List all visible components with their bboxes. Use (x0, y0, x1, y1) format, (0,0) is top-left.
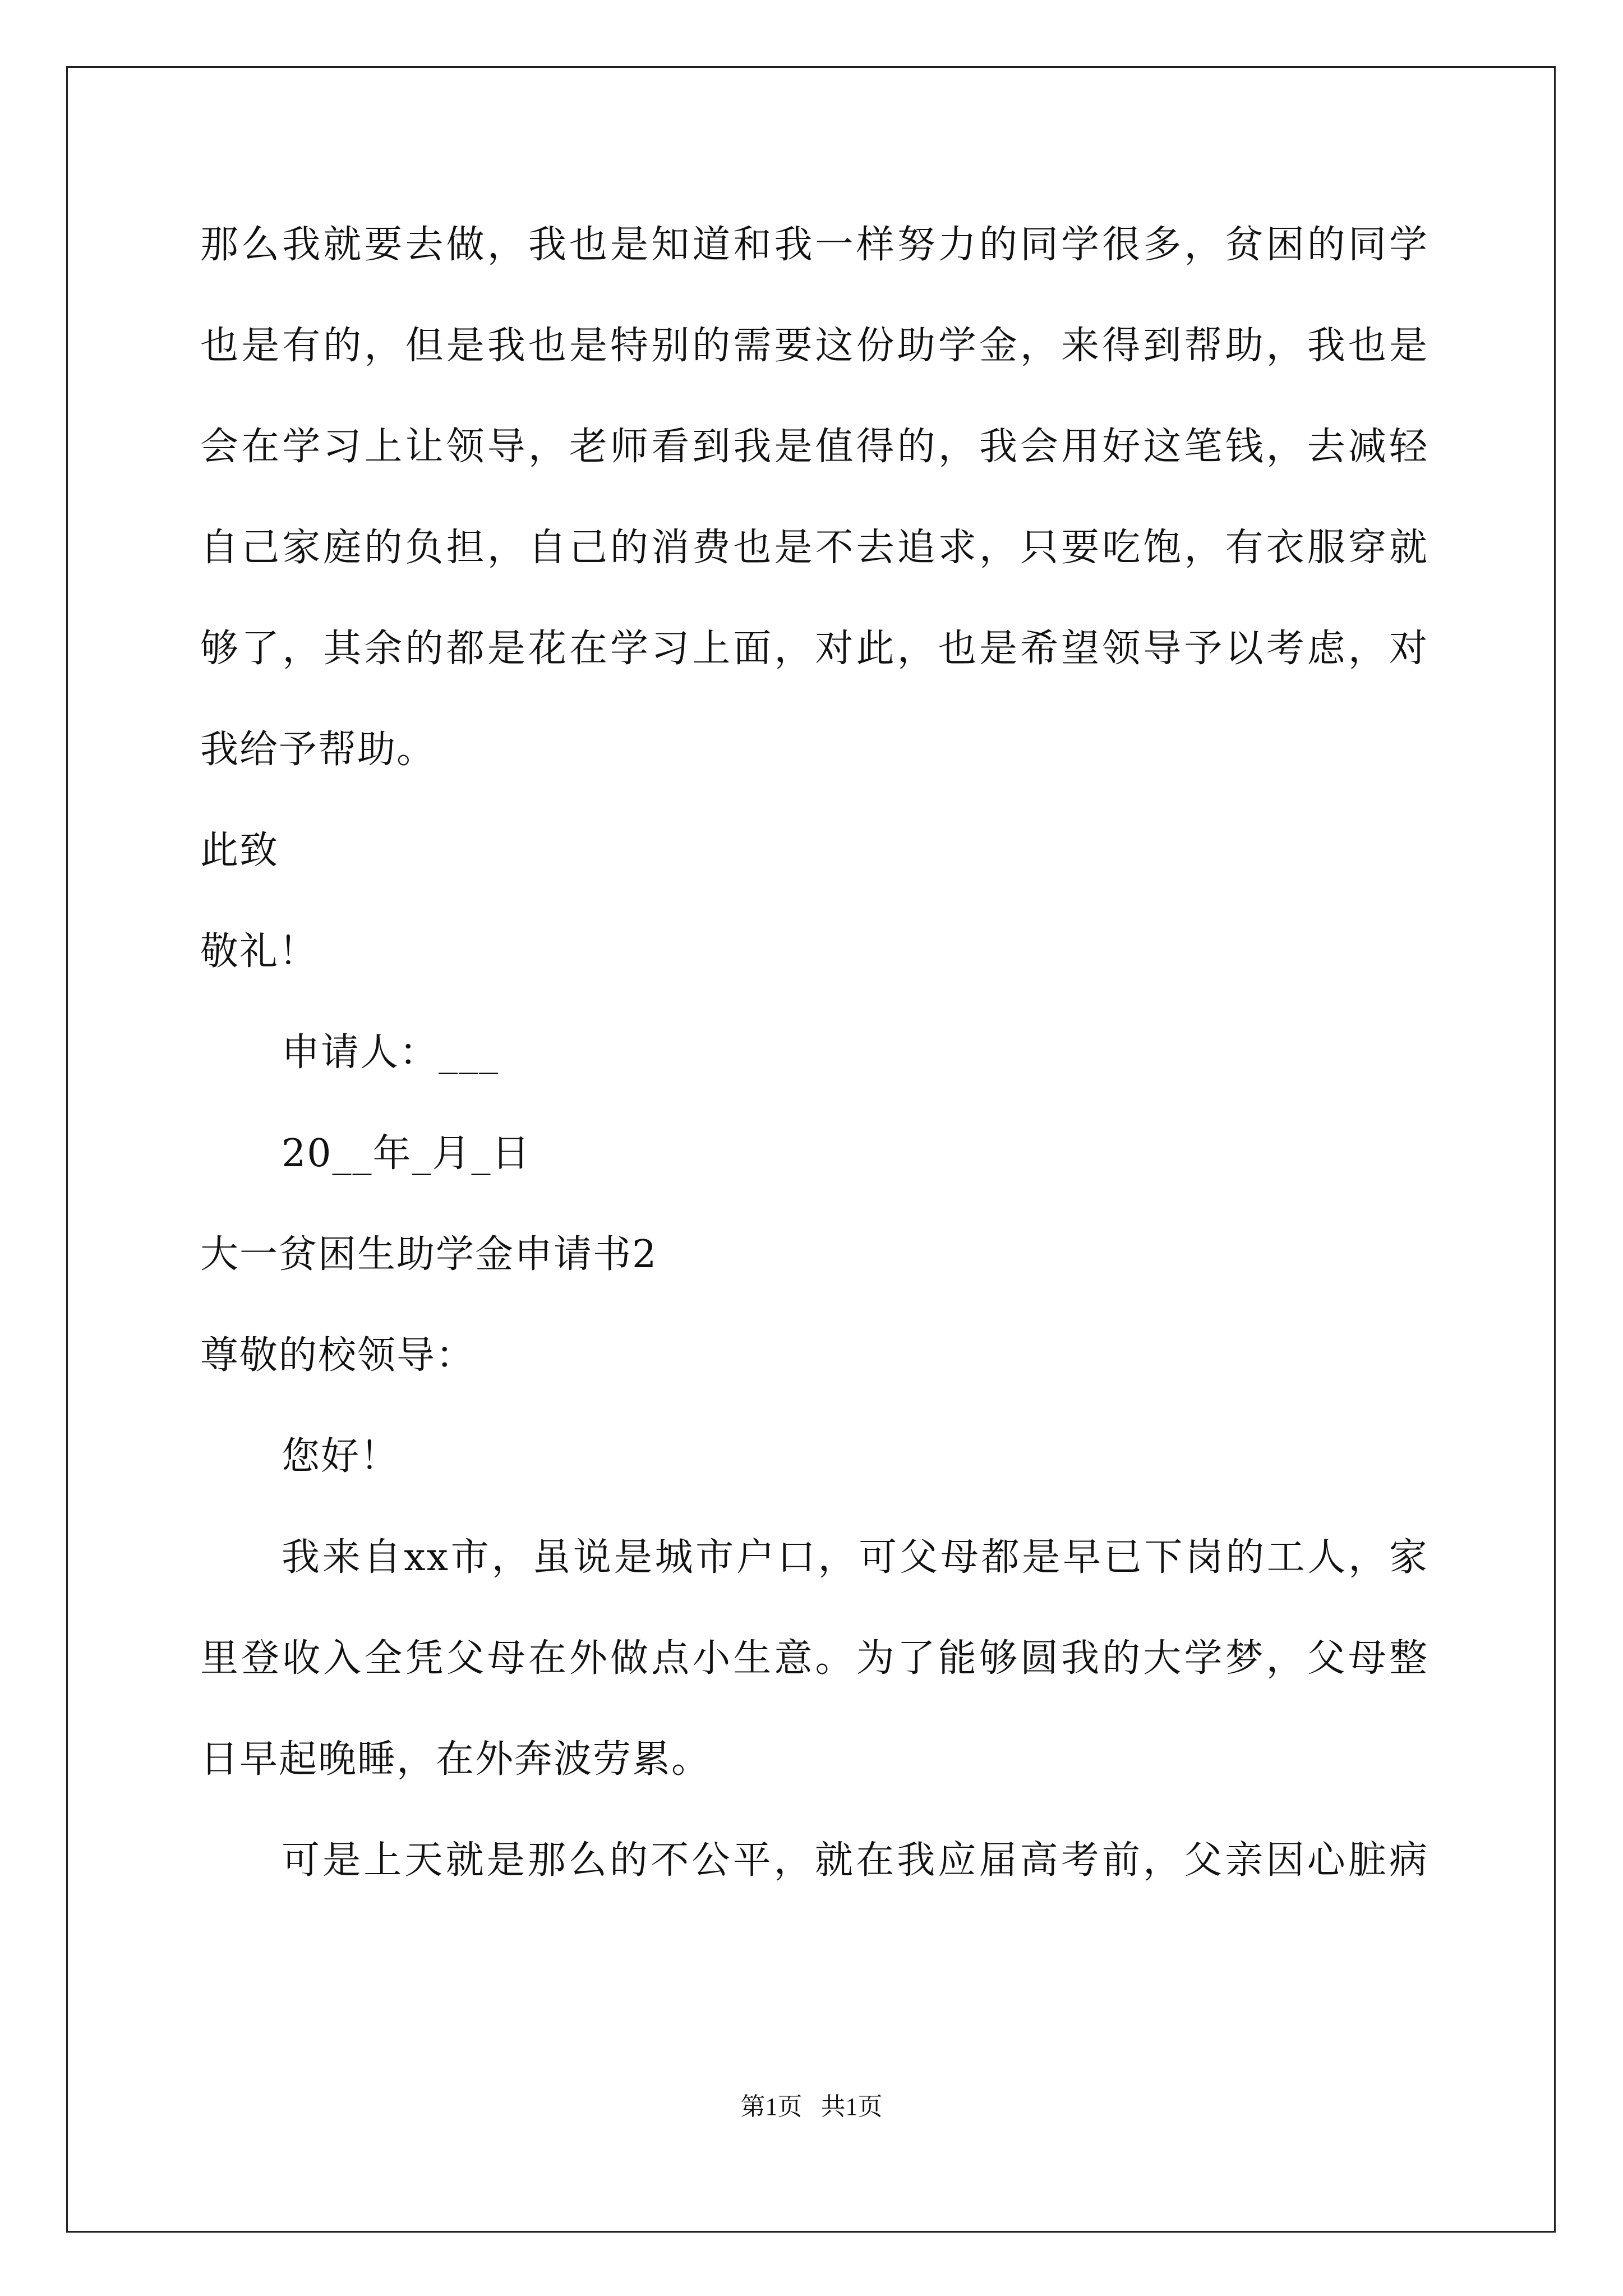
text-line: 自己家庭的负担，自己的消费也是不去追求，只要吃饱，有衣服穿就 (200, 526, 1428, 570)
text-line: 会在学习上让领导，老师看到我是值得的，我会用好这笔钱，去减轻 (200, 425, 1428, 469)
text-line: 够了，其余的都是花在学习上面，对此，也是希望领导予以考虑，对 (200, 627, 1428, 671)
application-date: 20__年_月_日 (282, 1131, 531, 1176)
section-title: 大一贫困生助学金申请书2 (200, 1232, 658, 1277)
closing-greeting: 此致 (200, 829, 279, 873)
text-line: 我给予帮助。 (200, 728, 436, 772)
text-line: 那么我就要去做，我也是知道和我一样努力的同学很多，贫困的同学 (200, 223, 1428, 267)
text-line: 也是有的，但是我也是特别的需要这份助学金，来得到帮助，我也是 (200, 324, 1428, 368)
text-line: 里登收入全凭父母在外做点小生意。为了能够圆我的大学梦，父母整 (200, 1636, 1428, 1681)
page-footer: 第1页 共1页 (740, 2093, 883, 2120)
salutation: 尊敬的校领导： (200, 1333, 476, 1378)
text-line: 我来自xx市，虽说是城市户口，可父母都是早已下岗的工人，家 (282, 1535, 1428, 1580)
text-line: 日早起晚睡，在外奔波劳累。 (200, 1737, 711, 1782)
hello-line: 您好！ (282, 1434, 400, 1479)
applicant-signature: 申请人：___ (282, 1030, 500, 1075)
closing-salute: 敬礼！ (200, 930, 319, 974)
text-line: 可是上天就是那么的不公平，就在我应届高考前，父亲因心脏病 (282, 1838, 1428, 1883)
